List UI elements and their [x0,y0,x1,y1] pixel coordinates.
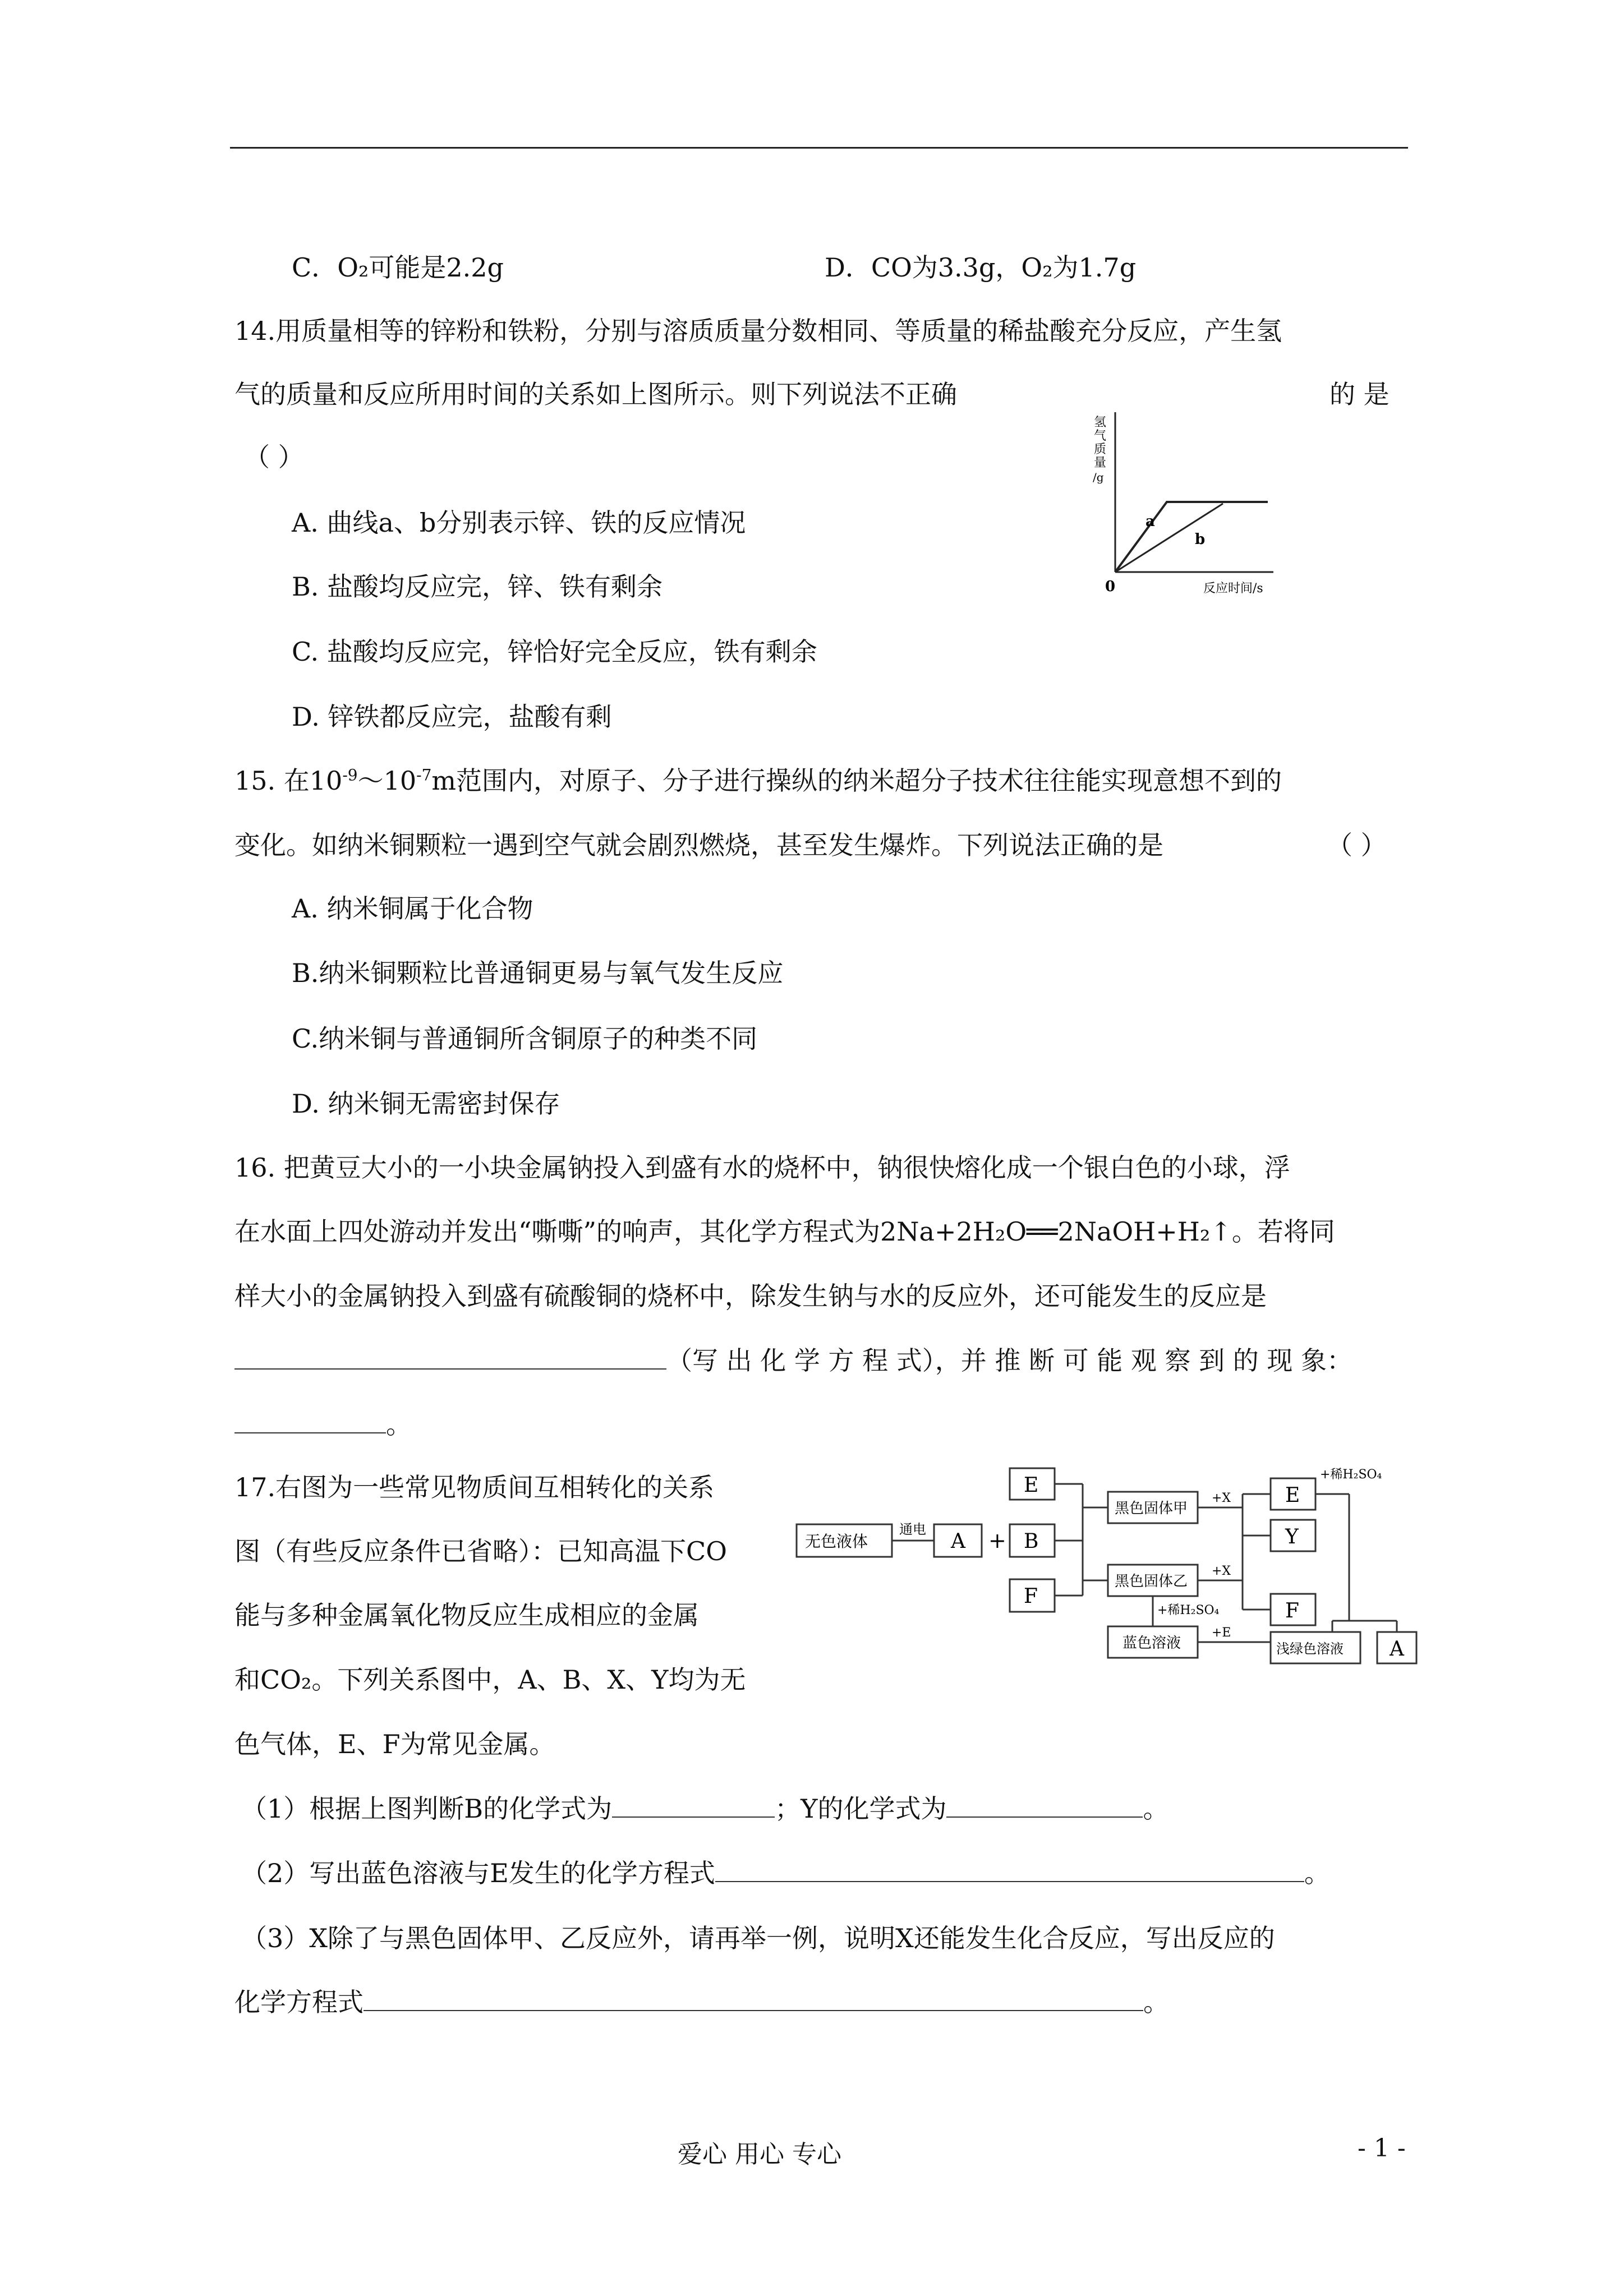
q13-option-d: D．CO为3.3g，O₂为1.7g [825,252,1137,283]
graph-label-b: b [1195,531,1206,548]
q17-line3: 能与多种金属氧化物反应生成相应的金属 [234,1600,699,1630]
q16-line5: 。 [234,1408,412,1441]
diagram-blue-solution: 蓝色溶液 [1122,1635,1181,1652]
diagram-plus-x-1: +X [1212,1491,1231,1505]
q17-line4: 和CO₂。下列关系图中，A、B、X、Y均为无 [234,1665,746,1695]
graph-xlabel: 反应时间/s [1203,582,1263,596]
diagram-colorless-liquid: 无色液体 [805,1532,868,1551]
graph-ylabel-2: 气 [1094,429,1107,443]
graph-curve-b [1115,504,1223,572]
graph-origin: 0 [1105,578,1116,595]
q16-line3: 样大小的金属钠投入到盛有硫酸铜的烧杯中，除发生钠与水的反应外，还可能发生的反应是 [234,1281,1267,1311]
q17-b-formula-blank[interactable] [612,1794,775,1818]
graph-label-a: a [1145,513,1155,530]
diagram-y: Y [1285,1525,1299,1548]
diagram-black-solid-1: 黑色固体甲 [1115,1500,1188,1517]
q15-answer-paren: （ ） [1327,830,1387,860]
q16-phenomenon-blank[interactable] [234,1410,386,1433]
q15-stem-line1: 15. 在$10^{-9}\sim 10^{-7}m$范围内，对原子、分子进行操纵的纳米超分子技术往往能实现意想不到的 [234,766,1282,796]
q17-part3-line2: 化学方程式 。 [234,1987,1169,2017]
diagram-a: A [951,1530,965,1553]
diagram-a-right: A [1390,1638,1404,1661]
q17-part2: （2）写出蓝色溶液与E发生的化学方程式 。 [241,1858,1330,1888]
q16-line1: 16. 把黄豆大小的一小块金属钠投入到盛有水的烧杯中，钠很快熔化成一个银白色的小球，浮 [234,1152,1290,1183]
q14-stem-tail: 的 是 [1329,379,1390,409]
q16-line4: （写 出 化 学 方 程 式），并 推 断 可 能 观 察 到 的 现 象： [234,1344,1352,1377]
q17-line1: 17.右图为一些常见物质间互相转化的关系 [234,1472,715,1502]
graph-ylabel-1: 氢 [1094,416,1107,430]
q17-part3-line1: （3）X除了与黑色固体甲、乙反应外，请再举一例，说明X还能发生化合反应，写出反应的 [241,1923,1275,1953]
q15-option-c: C.纳米铜与普通铜所含铜原子的种类不同 [292,1023,758,1054]
q14-option-b: B. 盐酸均反应完，锌、铁有剩余 [292,571,663,602]
q14-option-a: A. 曲线a、b分别表示锌、铁的反应情况 [292,508,746,538]
q17-equation-blank[interactable] [715,1859,1304,1882]
page-number: - 1 - [1358,2134,1406,2163]
diagram-plus: + [988,1528,1006,1553]
q17-relationship-diagram [794,1458,1422,1671]
q17-combination-equation-blank[interactable] [364,1988,1143,2011]
q15-option-d: D. 纳米铜无需密封保存 [292,1089,560,1119]
diagram-plus-h2so4-2: +稀H₂SO₄ [1320,1468,1382,1482]
diagram-plus-e: +E [1212,1626,1231,1640]
q17-line2: 图（有些反应条件已省略）：已知高温下CO [234,1536,727,1566]
diagram-f-left: F [1024,1585,1038,1608]
q14-stem-line2: 气的质量和反应所用时间的关系如上图所示。则下列说法不正确 [234,379,957,409]
q15-stem-line2: 变化。如纳米铜颗粒一遇到空气就会剧烈燃烧，甚至发生爆炸。下列说法正确的是 [234,830,1163,860]
diagram-f-right: F [1285,1599,1299,1622]
diagram-black-solid-2: 黑色固体乙 [1115,1573,1188,1590]
q15-option-a: A. 纳米铜属于化合物 [292,893,533,924]
q14-stem-line1: 14.用质量相等的锌粉和铁粉，分别与溶质质量分数相同、等质量的稀盐酸充分反应，产生氢 [234,316,1282,346]
q16-equation-blank[interactable] [234,1346,666,1370]
q13-option-c: C．O₂可能是2.2g [292,252,504,283]
diagram-e-right: E [1285,1484,1300,1507]
q14-hydrogen-graph [1083,404,1285,606]
q14-option-d: D. 锌铁都反应完，盐酸有剩 [292,702,612,732]
diagram-light-green-solution: 浅绿色溶液 [1276,1641,1344,1657]
graph-ylabel-4: 量 [1094,456,1107,470]
q14-answer-paren: （ ） [244,442,304,472]
q14-option-c: C. 盐酸均反应完，锌恰好完全反应，铁有剩余 [292,637,817,667]
q17-part1: （1）根据上图判断B的化学式为 ；Y的化学式为 。 [241,1794,1169,1824]
q16-line2: 在水面上四处游动并发出“嘶嘶”的响声，其化学方程式为2Na+2H₂O══2NaOH+H₂↑。若将同 [234,1216,1335,1247]
diagram-e-left: E [1024,1474,1039,1497]
diagram-b: B [1024,1530,1039,1553]
header-rule [230,147,1408,149]
q17-y-formula-blank[interactable] [946,1794,1143,1818]
diagram-plus-x-2: +X [1212,1564,1231,1578]
diagram-electrolysis: 通电 [899,1522,926,1537]
graph-ylabel-3: 质 [1094,442,1107,457]
footer-motto: 爱心 用心 专心 [678,2140,841,2169]
q15-option-b: B.纳米铜颗粒比普通铜更易与氧气发生反应 [292,958,784,988]
graph-curve-a [1115,502,1268,572]
graph-ylabel-5: /g [1093,471,1104,484]
diagram-plus-h2so4-1: +稀H₂SO₄ [1157,1603,1220,1617]
q17-line5: 色气体，E、F为常见金属。 [234,1729,555,1759]
